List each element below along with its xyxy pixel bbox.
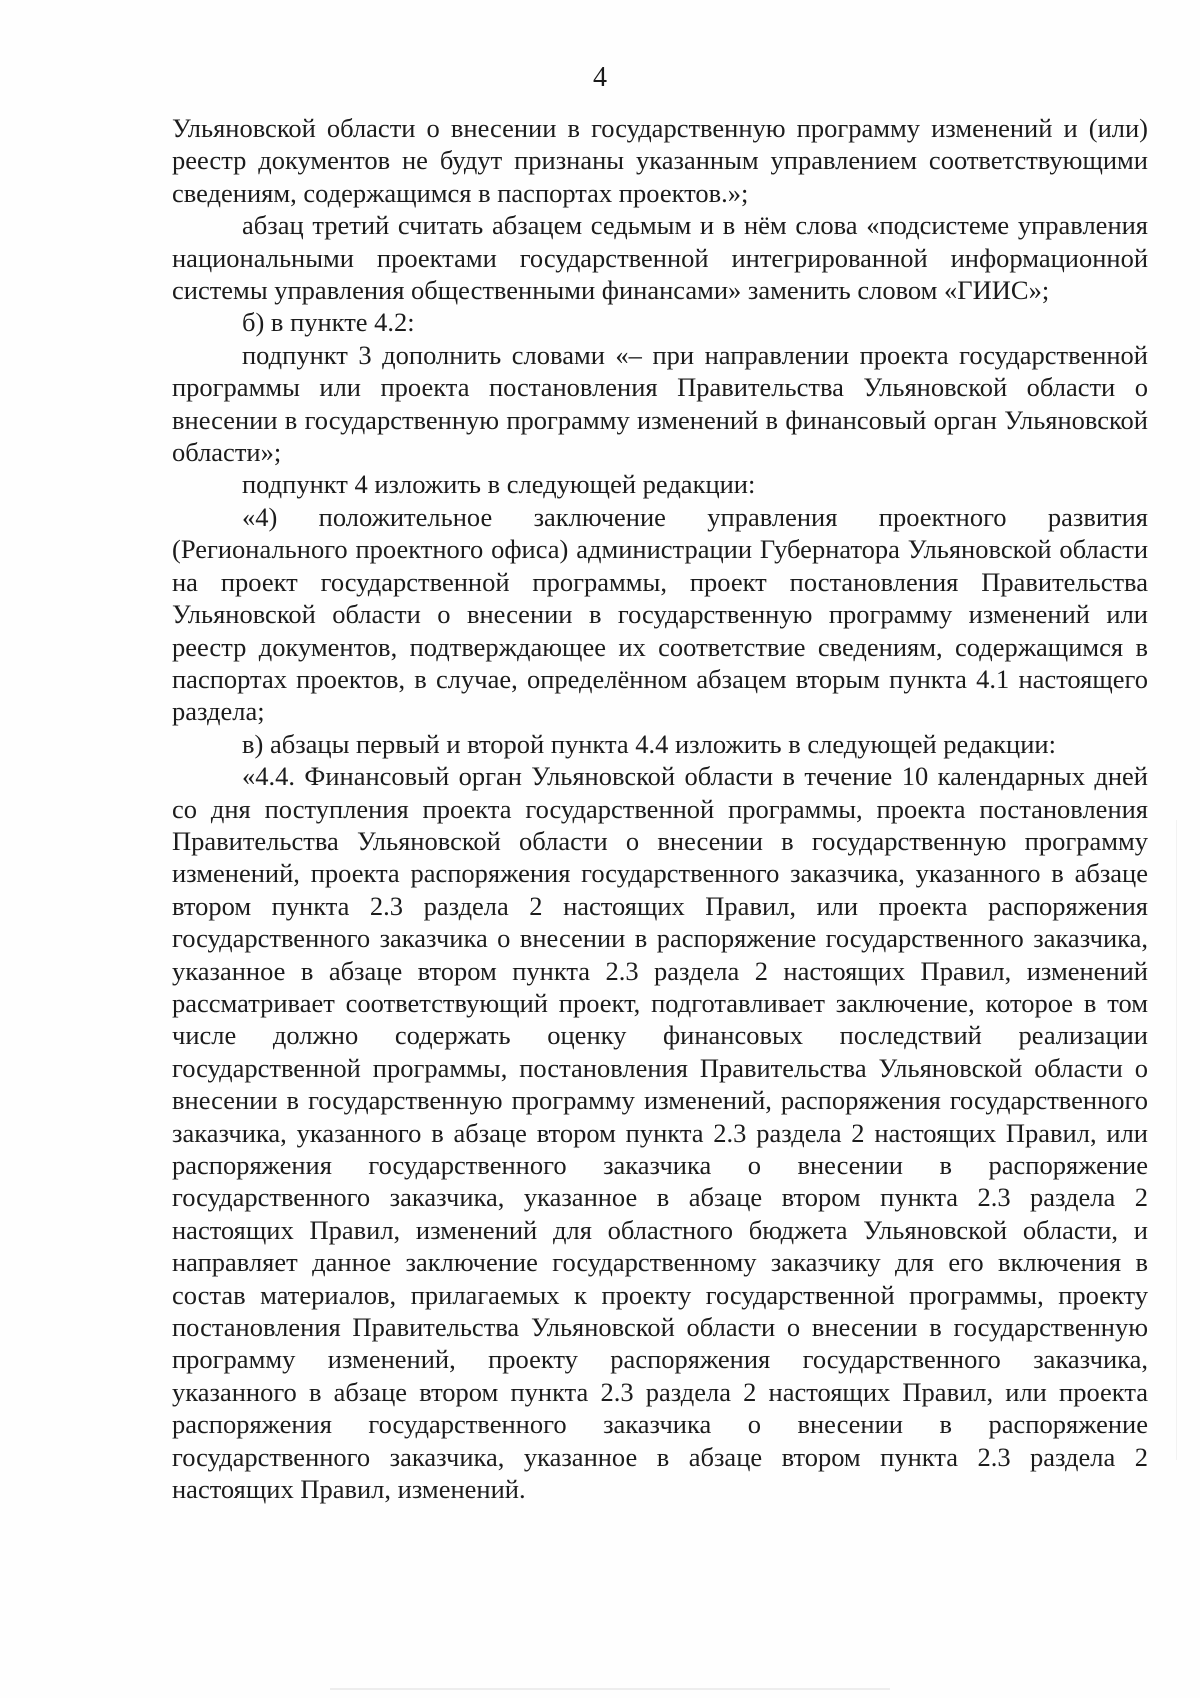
paragraph-5: подпункт 4 изложить в следующей редакции: [242, 469, 756, 500]
paragraph-7: в) абзацы первый и второй пункта 4.4 изложить в следующей редакции: [242, 728, 1056, 759]
document-body [172, 112, 1148, 1505]
paragraph-8: «4.4. Финансовый орган Ульяновской области в течение 10 календарных дней со дня поступления проекта государственной программы, проекта постановления Правительства Ульяновской области о внесении в государственную программу изменений, проекта распоряжения государственного заказчика, указанного в абзаце втором пункта 2.3 раздела 2 настоящих Правил, или проекта распоряжения государственного заказчика о внесении в распоряжение государственного заказчика, указанное в абзаце втором пункта 2.3 раздела 2 настоящих Правил, изменений рассматривает соответствующий проект, подготавливает заключение, которое в том числе должно содержать оценку финансовых последствий реализации государственной программы, постановления Правительства Ульяновской области о внесении в государственную программу изменений, распоряжения государственного заказчика, указанного в абзаце втором пункта 2.3 раздела 2 настоящих Правил, или распоряжения государственного заказчика о внесении в распоряжение государственного заказчика, указанное в абзаце втором пункта 2.3 раздела 2 настоящих Правил, изменений для областного бюджета Ульяновской области, и направляет данное заключение государственному заказчику для его включения в состав материалов, прилагаемых к проекту государственной программы, проекту постановления Правительства Ульяновской области о внесении в государственную программу изменений, проекту распоряжения государственного заказчика, указанного в абзаце втором пункта 2.3 раздела 2 настоящих Правил, или проекта распоряжения государственного заказчика о внесении в распоряжение государственного заказчика, указанное в абзаце втором пункта 2.3 раздела 2 настоящих Правил, изменений. [172, 761, 1148, 1505]
paragraph-4: подпункт 3 дополнить словами «– при направлении проекта государственной программы или проекта постановления Правительства Ульяновской области о внесении в государственную программу изменений в финансовый орган Ульяновской области»; [172, 339, 1148, 468]
paragraph-2: абзац третий считать абзацем седьмым и в нём слова «подсистеме управления национальными проектами государственной интегрированной информационной системы управления общественными финансами» заменить словом «ГИИС»; [172, 210, 1148, 306]
page-number: 4 [593, 62, 607, 93]
paragraph-1: Ульяновской области о внесении в государственную программу изменений и (или) реестр документов не будут признаны указанным управлением соответствующими сведениям, содержащимся в паспортах проектов.»; [172, 113, 1148, 208]
scan-artifact-bottom [330, 1688, 890, 1690]
paragraph-3: б) в пункте 4.2: [242, 307, 415, 338]
paragraph-6: «4) положительное заключение управления проектного развития (Регионального проектного офиса) администрации Губернатора Ульяновской области на проект государственной программы, проект постановления Правительства Ульяновской области о внесении в государственную программу изменений или реестр документов, подтверждающее их соответствие сведениям, содержащимся в паспортах проектов, в случае, определённом абзацем вторым пункта 4.1 настоящего раздела; [172, 501, 1148, 727]
scan-artifact-right [1176, 820, 1177, 1460]
